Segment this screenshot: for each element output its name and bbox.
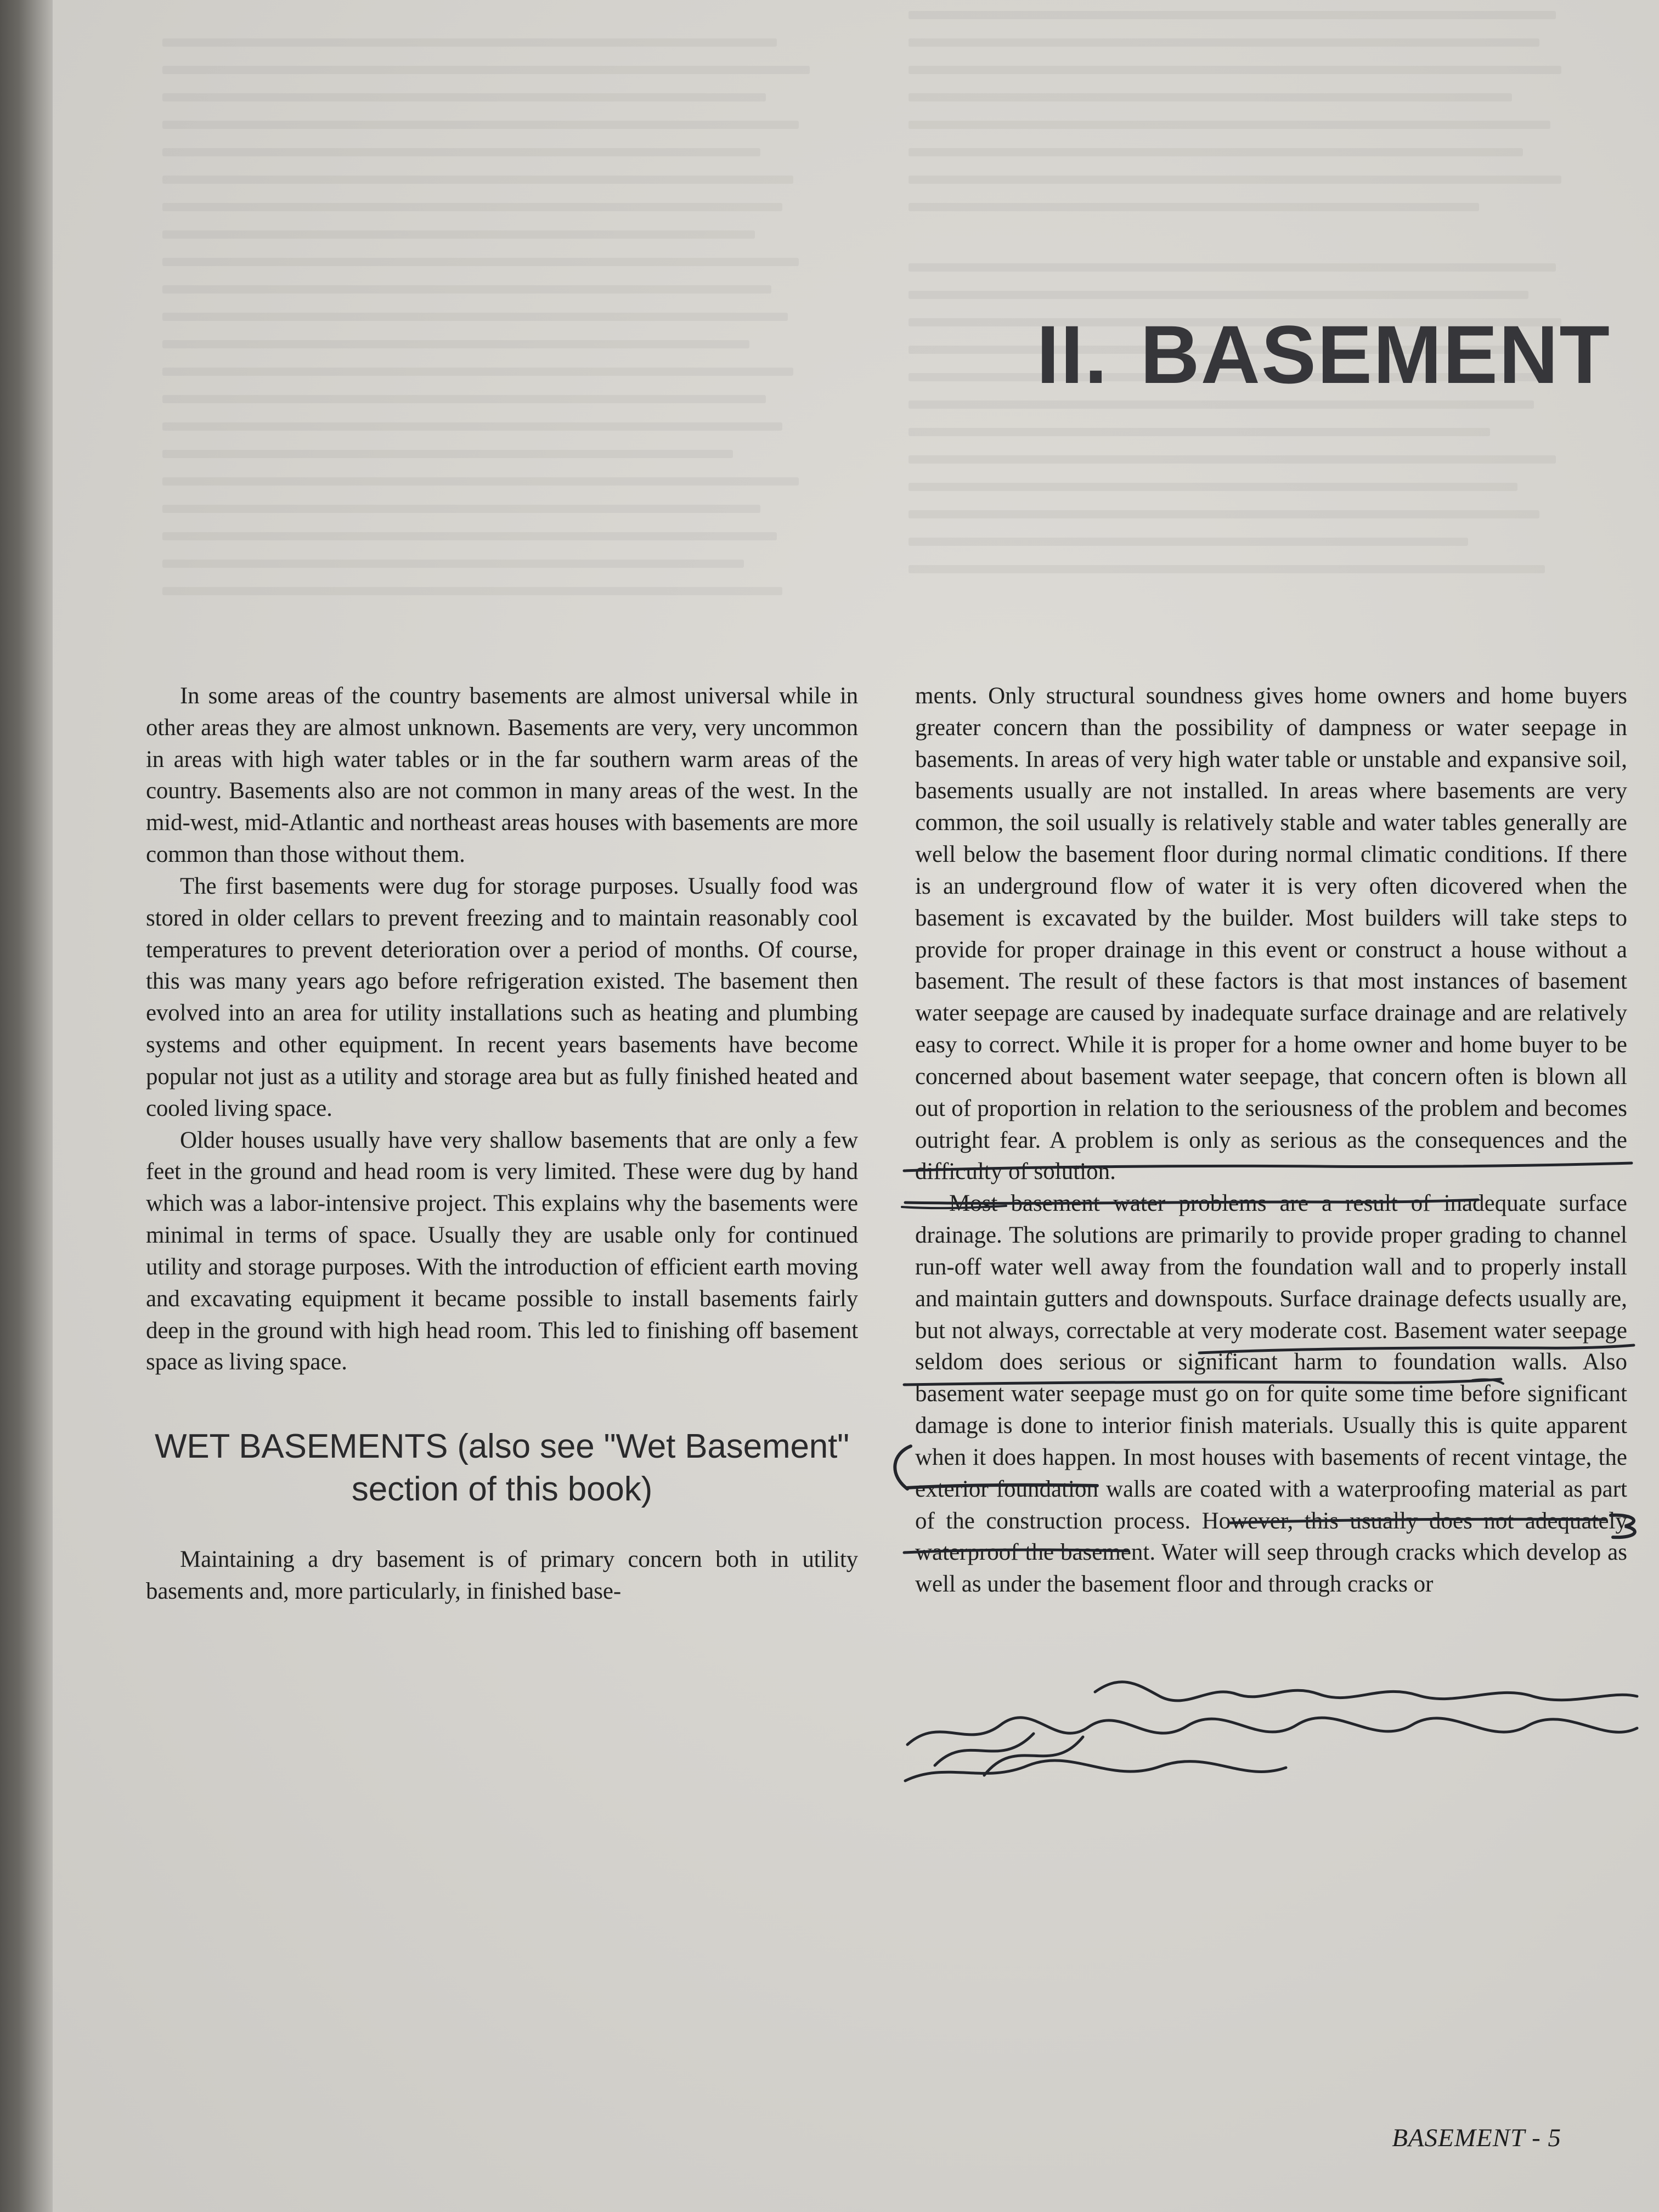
body-columns xyxy=(146,680,1627,1607)
section-heading-wet-basements: WET BASEMENTS (also see "Wet Basement" section of this book) xyxy=(154,1427,850,1509)
chapter-heading xyxy=(53,307,1611,402)
paragraph: ments. Only structural soundness gives home owners and home buyers greater concern than the possibility of dampness or water seepage in basements. In areas of very high water table or unstable and expansive soil, basements usually are not installed. In areas where basements are very common, the soil usually is relatively stable and water tables generally are well below the basement floor during normal climatic conditions. If there is an underground flow of water it is very often dicovered when the basement is excavated by the builder. Most builders will take steps to provide for proper drainage in this event or construct a house without a basement. The result of these factors is that most instances of basement water seepage are caused by inadequate surface drainage and are relatively easy to correct. While it is proper for a home owner and home buyer to be concerned about basement water seepage, that concern often is blown all out of proportion in relation to the seriousness of the problem and becomes outright fear. A problem is only as serious as the consequences and the difficulty of solution. xyxy=(915,683,1627,1185)
paragraph: In some areas of the country basements are almost universal while in other areas they are almost unknown. Basements are very, very uncommon in areas with high water tables or in the far southern warm areas of the country. Basements also are not common in many areas of the west. In the mid-west, mid-Atlantic and northeast areas houses with basements are more common than those without them. xyxy=(146,683,858,868)
paragraph: Maintaining a dry basement is of primary concern both in utility basements and, more particularly, in finished base- xyxy=(146,1547,858,1605)
chapter-title: BASEMENT xyxy=(1140,308,1611,400)
annotation-scribble xyxy=(902,1668,1643,1794)
page-surface xyxy=(53,0,1659,2212)
left-column xyxy=(146,680,858,1607)
chapter-number: II. xyxy=(1036,308,1109,400)
paragraph: Older houses usually have very shallow basements that are only a few feet in the ground and head room is very limited. These were dug by hand which was a labor-intensive project. This explains why the basements were minimal in terms of space. Usually they are usable only for continued utility and storage purposes. With the introduction of efficient earth moving and excavating equipment it became possible to install basements fairly deep in the ground with high head room. This led to finishing off basement space as living space. xyxy=(146,1127,858,1375)
right-column xyxy=(915,680,1627,1607)
paragraph: Most basement water problems are a result of inadequate surface drainage. The solutions are primarily to provide proper grading to channel run-off water well away from the foundation wall and to properly install and maintain gutters and downspouts. Surface drainage defects usually are, but not always, correctable at very moderate cost. Basement water seepage seldom does serious or significant harm to foundation walls. Also basement water seepage must go on for quite some time before significant damage is done to interior finish materials. Usually this is quite apparent when it does happen. In most houses with basements of recent vintage, the exterior foundation walls are coated with a waterproofing material as part of the construction process. However, this usually does not adequately waterproof the basement. Water will seep through cracks which develop as well as under the basement floor and through cracks or xyxy=(915,1190,1627,1598)
paragraph: The first basements were dug for storage purposes. Usually food was stored in older cellars to prevent freezing and to maintain reasonably cool temperatures to prevent deterioration over a period of months. Of course, this was many years ago before refrigeration existed. The basement then evolved into an area for utility installations such as heating and plumbing systems and other equipment. In recent years basements have become popular not just as a utility and storage area but as fully finished heated and cooled living space. xyxy=(146,873,858,1121)
page-footer: BASEMENT - 5 xyxy=(1392,2124,1561,2152)
book-binding-shadow xyxy=(0,0,53,2212)
